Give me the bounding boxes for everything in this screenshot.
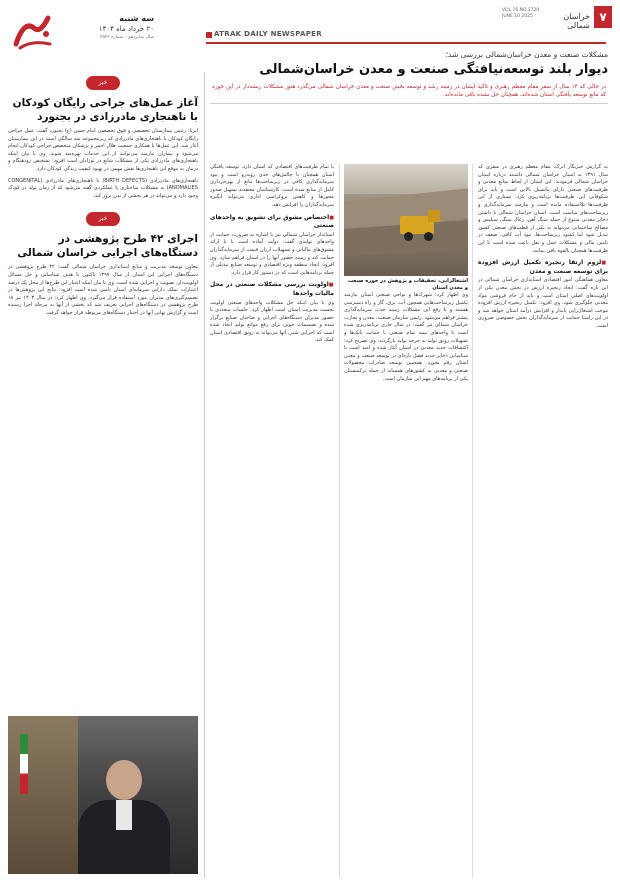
volume-date: JUNE 10 2025 bbox=[502, 14, 533, 19]
article-subhead-incentives: ■ اختصاص مشوق برای تشویق به واحدهای صنعتی bbox=[210, 214, 334, 230]
article-text-1: به گزارش خبرنگار آترک، مقام معظم رهبری در سفری که سال ۱۳۹۱ به استان خراسان شمالی داشتند درباره استان خراسان شمالی فرمودند: این استان از لحاظ منابع معدنی و ظرفیت‌های صنعتی دارای پتانسیل بالایی است و باید برای شکوفایی این ظرفیت‌ها برنامه‌ریزی کرد. بسیاری از این ظرفیت‌ها بلااستفاده مانده است و نیازمند سرمایه‌گذاری و زیرساخت‌های مناسب است. استان خراسان شمالی با داشتن ذخایر معدنی متنوع از جمله سنگ آهن، زغال سنگ، سیلیس و مصالح ساختمانی می‌تواند به یکی از قطب‌های صنعتی کشور تبدیل شود اما کمبود زیرساخت‌ها، نبود آب کافی، ضعف در تامین مالی و مشکلات حمل و نقل باعث شده است تا این ظرفیت‌ها همچنان بالقوه باقی بمانند. bbox=[478, 164, 608, 254]
header-rule bbox=[206, 42, 606, 44]
column-divider bbox=[204, 72, 205, 878]
article-text-3: با تمام ظرفیت‌های اقتصادی که استان دارد، توسعه یافتگی استان همچنان با چالش‌های جدی روبه‌رو است و نبود سرمایه‌گذاری کافی در زیرساخت‌ها مانع از بهره‌برداری کامل از منابع شده است. کارشناسان معتقدند تسهیل صدور مجوزها و کاهش بروکراسی اداری می‌تواند انگیزه سرمایه‌گذاران را افزایش دهد. bbox=[210, 164, 334, 208]
volume-line: VOL 16 NO.1720 bbox=[502, 8, 540, 13]
weekday: سه شنبه bbox=[119, 14, 154, 23]
issue-number: سال شانزدهم - شماره ۲۵۲۲ bbox=[100, 35, 154, 40]
official-photo bbox=[8, 716, 198, 874]
atrak-logo bbox=[10, 10, 56, 54]
photo-caption: اشتغالزایی، تحقیقات و پژوهش در حوزه صنعت و معدن استان bbox=[347, 278, 468, 291]
newspaper-name: ATRAK DAILY NEWSPAPER bbox=[214, 30, 322, 38]
article-columns bbox=[210, 164, 608, 878]
lead-rule bbox=[210, 103, 608, 104]
column-separator bbox=[472, 164, 473, 878]
column-separator-2 bbox=[339, 164, 340, 878]
article-subhead-tax: ■ اولویت بررسی مشکلات صنعتی در محل مالیات واحدها bbox=[210, 281, 334, 297]
article-headline: دیوار بلند توسعه‌نیافتگی صنعت و معدن خراسان‌شمالی bbox=[259, 62, 608, 77]
section-title: خراسان شمالی bbox=[563, 12, 590, 30]
banner-square-icon bbox=[206, 32, 212, 38]
news-body-research: معاون توسعه مدیریت و منابع استانداری خراسان شمالی گفت: ۴۲ طرح پژوهشی در دستگاه‌های اجرایی این استان از سال ۱۳۹۷ تاکنون با هدف شناسایی و حل مسائل اولویت‌دار، تصویب و اجرایی شده است. وی با بیان اینکه اعتبار این طرح‌ها از محل یک درصد اعتبارات تملک دارایی سرمایه‌ای استان تامین شده است افزود: نتایج این پژوهش‌ها در تصمیم‌گیری‌های مدیران مورد استفاده قرار می‌گیرد. وی اظهار کرد: در سال ۱۴۰۳ نیز ۱۸ طرح پژوهشی در دستگاه‌های اجرایی تعریف شد که بخشی از آنها به مرحله اجرا رسیده است و گزارش نهایی آنها در اختیار دستگاه‌های مربوطه قرار خواهد گرفت. bbox=[8, 264, 199, 316]
page-number: ۷ bbox=[594, 6, 612, 28]
article-column-right bbox=[478, 164, 608, 878]
photo-person bbox=[78, 760, 170, 874]
article-column-middle bbox=[344, 164, 468, 878]
news-kicker: خبر bbox=[86, 76, 120, 90]
article-teaser: مشکلات صنعت و معدن خراسان‌شمالی بررسی شد؛ bbox=[445, 50, 608, 59]
article-text-2: وی اظهار کرد: شهرک‌ها و نواحی صنعتی استان نیازمند تکمیل زیرساخت‌هایی همچون آب، برق، گاز و راه دسترسی هستند و با رفع این مشکلات زمینه جذب سرمایه‌گذاری بیشتر فراهم می‌شود. رئیس سازمان صنعت، معدن و تجارت خراسان شمالی نیز گفت: در سال جاری برنامه‌ریزی شده است تا واحدهای نیمه تمام صنعتی با حمایت بانک‌ها و تسهیلات رونق تولید به چرخه تولید بازگردند. وی تصریح کرد: اکتشافات جدید معدنی در استان آغاز شده و امید است با شناسایی ذخایر جدید فصل تازه‌ای در توسعه صنعت و معدن استان رقم بخورد. همچنین توسعه صادرات محصولات صنعتی و معدنی به کشورهای همسایه از جمله ترکمنستان یکی از برنامه‌های مهم این سازمان است. bbox=[344, 292, 468, 382]
article-text-1b: معاون هماهنگی امور اقتصادی استانداری خراسان شمالی در این باره گفت: ایجاد زنجیره ارزش در بخش معدن یکی از اولویت‌های اصلی استان است و باید از خام فروشی مواد معدنی جلوگیری شود. وی افزود: تکمیل زنجیره ارزش افزوده موجب اشتغال‌زایی پایدار و افزایش درآمد استان خواهد شد و در این راستا حمایت از سرمایه‌گذاران بخش خصوصی ضروری است. bbox=[478, 277, 608, 329]
main-article bbox=[210, 48, 608, 878]
article-text-3b: استاندار خراسان شمالی نیز با اشاره به ضرورت حمایت از واحدهای تولیدی گفت: دولت آماده است تا با ارائه مشوق‌های مالیاتی و تسهیلات ارزان قیمت از سرمایه‌گذاران حمایت کند و زمینه حضور آنها را در استان فراهم سازد. وی افزود: ایجاد منطقه ویژه اقتصادی و توسعه صنایع تبدیلی از جمله برنامه‌هایی است که در دستور کار قرار دارد. bbox=[210, 231, 334, 276]
article-text-3c: وی با بیان اینکه حل مشکلات واحدهای صنعتی اولویت نخست مدیریت استان است اظهار کرد: جلسات متعددی با حضور مدیران دستگاه‌های اجرایی و صاحبان صنایع برگزار شده و تصمیمات خوبی برای رفع موانع تولید اتخاذ شده است که اجرایی شدن آنها می‌تواند به رونق اقتصادی استان کمک کند. bbox=[210, 299, 334, 344]
news-kicker-2: خبر bbox=[86, 212, 120, 226]
photo-background-shelf bbox=[8, 716, 78, 874]
left-news-column bbox=[8, 76, 198, 876]
flag-icon bbox=[20, 734, 28, 794]
volume-info bbox=[502, 8, 552, 32]
issue-date: ۲۰ خرداد ماه ۱۴۰۴ bbox=[98, 25, 154, 33]
article-subhead-value-chain: ■ لزوم ارتقا زنجیره تکمیل ارزش افزوده برای توسعه صنعت و معدن bbox=[478, 259, 608, 275]
article-lead: در حالی که ۱۴ سال از سفر مقام معظم رهبری و تاکید ایشان در زمینه رشد و توسعه بخش صنعت و معدن خراسان شمالی می‌گذرد هنوز مشکلات ریشه‌دار در این حوزه که مانع توسعه یافتگی استان شده‌اند، همچنان حل نشده باقی مانده‌اند. bbox=[212, 84, 607, 98]
article-column-left bbox=[210, 164, 334, 878]
newspaper-banner bbox=[206, 30, 606, 40]
news-headline-research: اجرای ۴۲ طرح پژوهشی در دستگاه‌های اجرایی خراسان شمالی bbox=[17, 233, 198, 260]
news-body-surgery: ایرنا: رئیس بیمارستان تخصصی و فوق تخصصی امام حسن (ع) بجنورد گفت: عمل جراحی رایگان کودکان با ناهنجاری‌های مادرزادی که زیرمجموعه سه سالگی است در این بیمارستان آغاز شد. این عمل‌ها با همکاری جمعیت هلال احمر و پزشکان متخصص جراحی کودکان انجام می‌شود و بیماران نیازمند می‌توانند از این خدمات بهره‌مند شوند. وی با بیان اینکه ناهنجاری‌های مادرزادی یکی از مشکلات شایع در نوزادان است افزود: تشخیص زودهنگام و درمان به موقع این ناهنجاری‌ها نقش مهمی در بهبود کیفیت زندگی کودکان دارد. bbox=[8, 128, 198, 172]
issue-date-block bbox=[58, 14, 154, 50]
news-body-surgery-2: ناهنجاری‌های مادرزادی (BIRTH DEFECTS) یا ناهنجاری‌های مادرزادی (CONGENITAL ANOMALIES) به مشکلات ساختاری یا عملکردی گفته می‌شود که از زمان تولد در کودک وجود دارد و می‌تواند در هر بخشی از بدن بروز کند. bbox=[8, 177, 198, 199]
news-headline-surgery: آغاز عمل‌های جراحی رایگان کودکان با ناهنجاری مادرزادی در بجنورد bbox=[12, 97, 198, 123]
